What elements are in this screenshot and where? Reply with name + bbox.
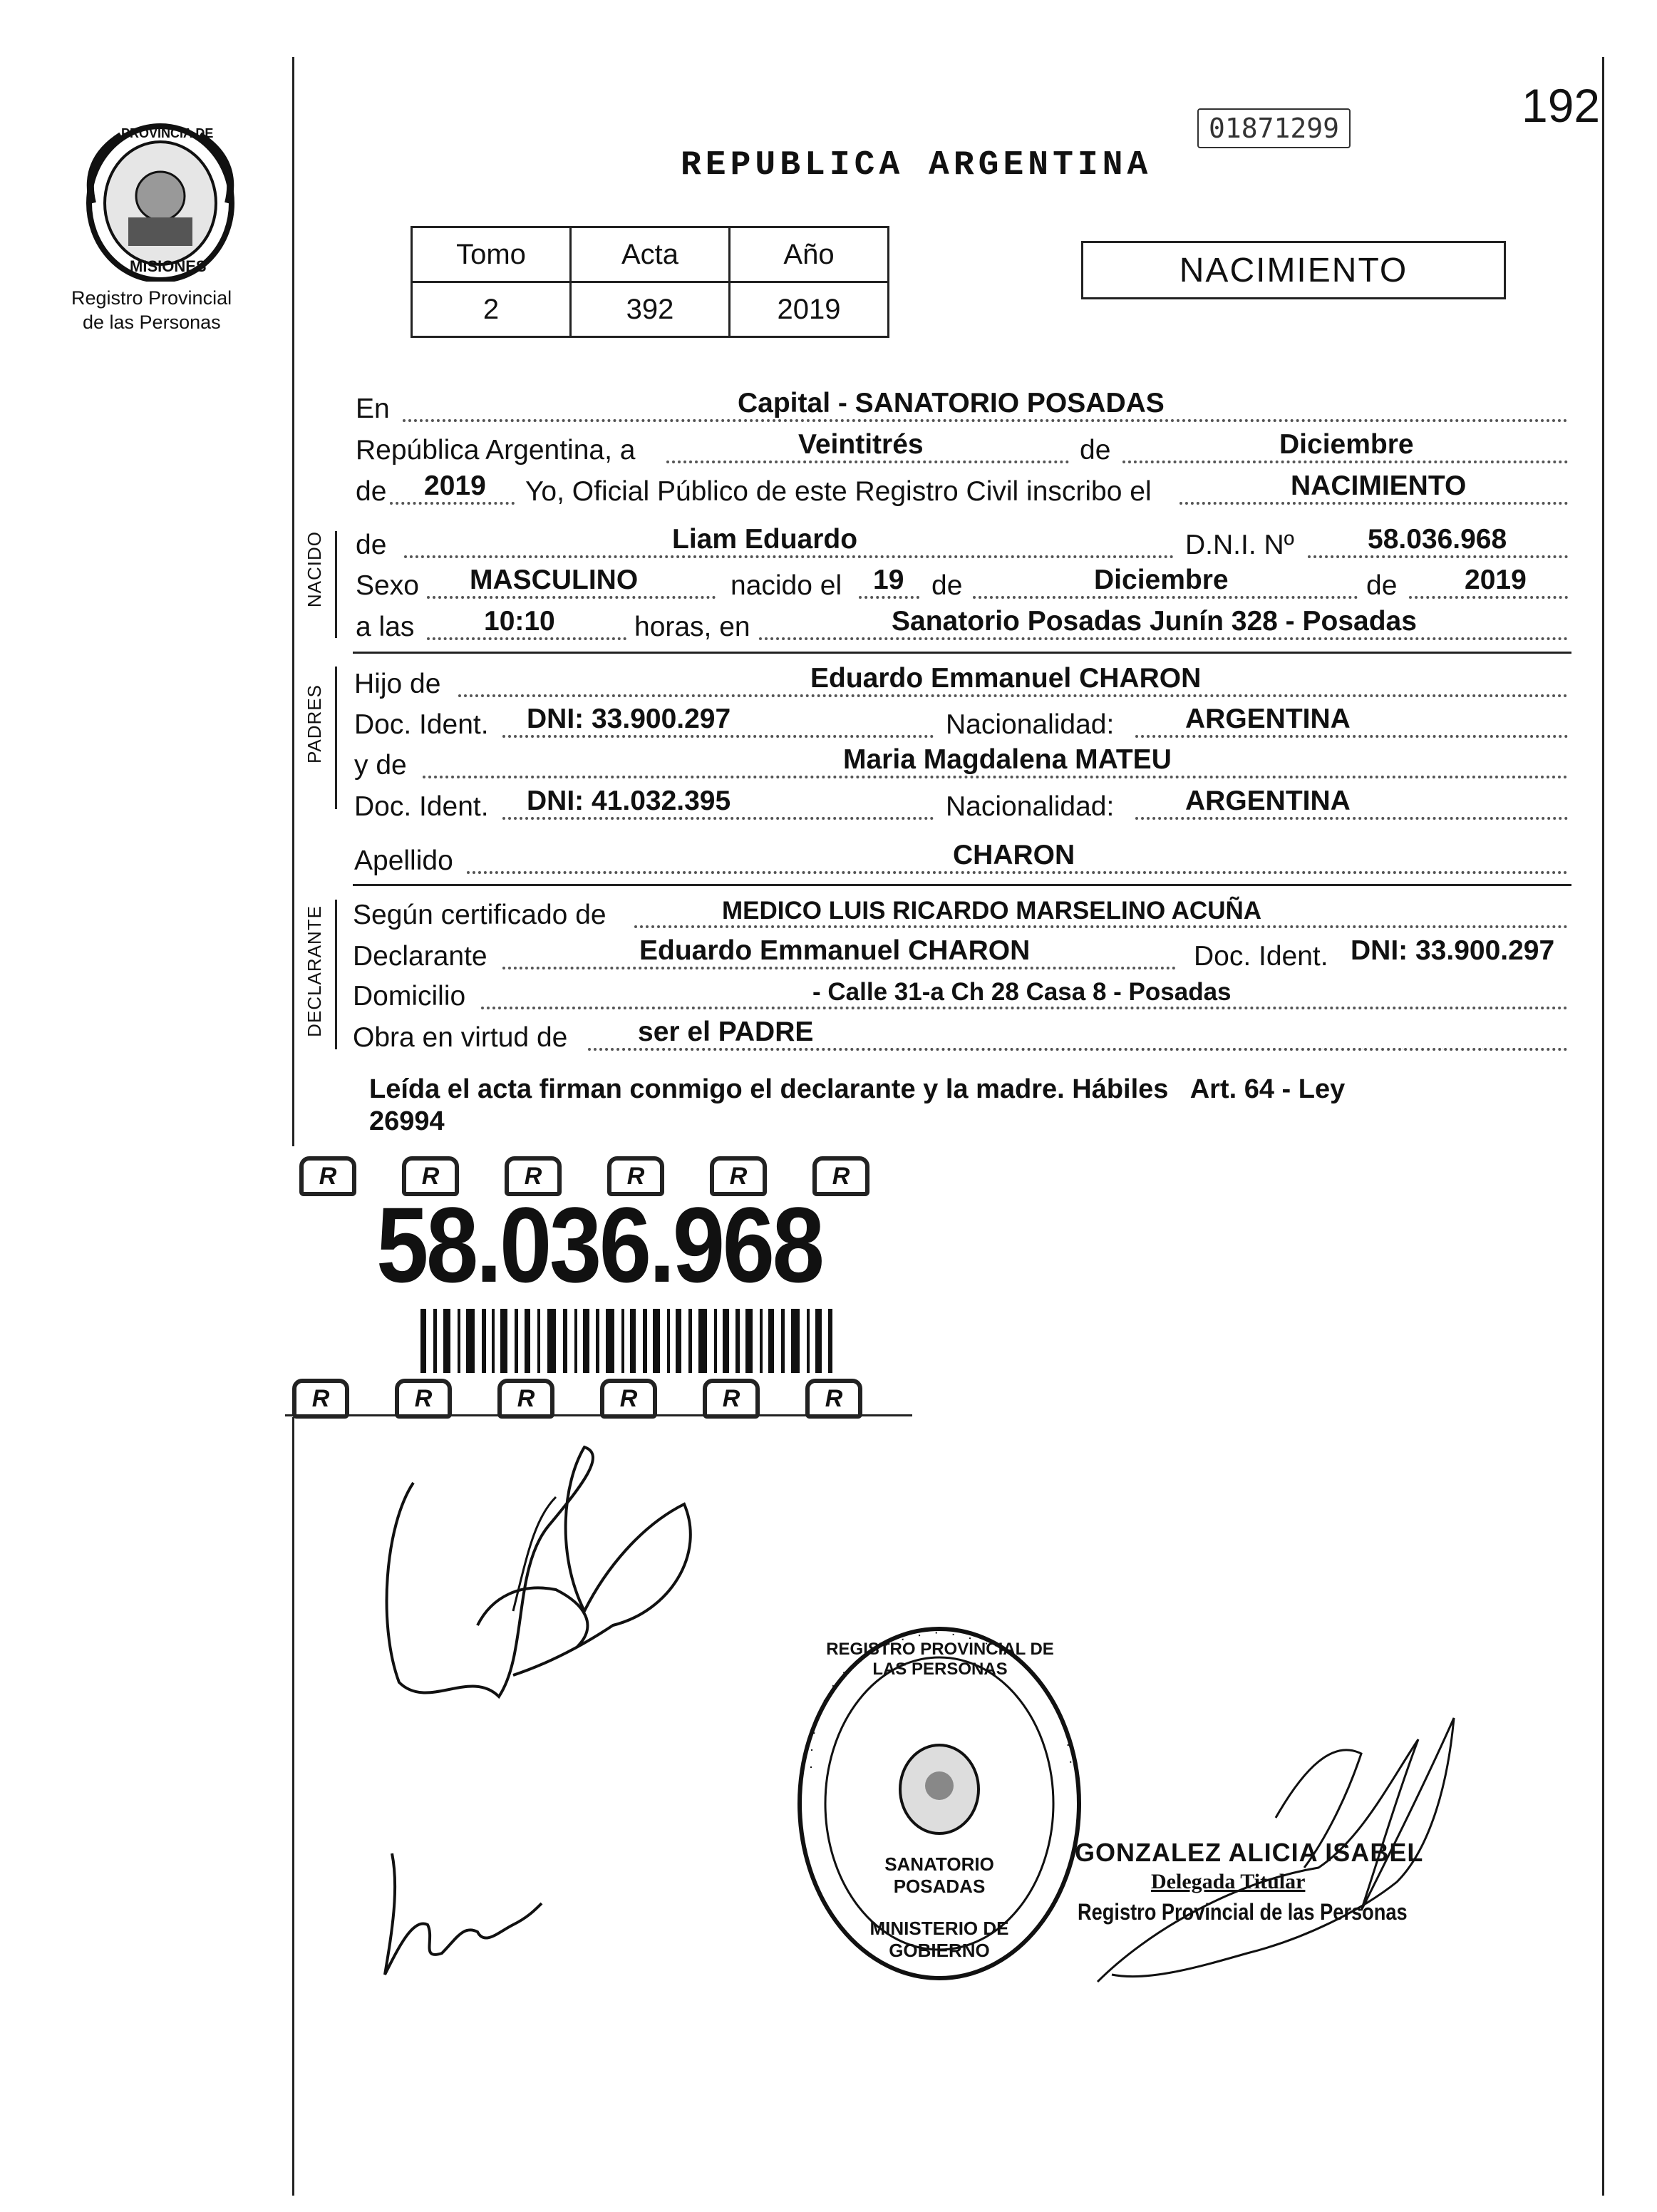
sexo-value: MASCULINO — [470, 565, 639, 595]
table-header: Año — [730, 227, 889, 282]
sexo-label: Sexo — [356, 570, 419, 601]
r-mark: R — [710, 1156, 767, 1196]
table-header: Tomo — [412, 227, 571, 282]
r-mark: R — [292, 1379, 349, 1419]
padres-bracket — [335, 667, 337, 809]
yde-label: y de — [354, 750, 407, 781]
left-margin-line — [292, 57, 294, 2196]
barcode-label — [285, 1146, 912, 1417]
apellido-value: CHARON — [953, 840, 1075, 870]
mother-name: Maria Magdalena MATEU — [843, 744, 1172, 775]
r-mark: R — [395, 1379, 452, 1419]
horas-label: horas, en — [634, 612, 750, 642]
r-mark-row-bottom — [292, 1379, 908, 1419]
row-en — [353, 386, 1568, 426]
year-de-label: de — [356, 476, 387, 507]
official-role: Delegada Titular — [1151, 1870, 1306, 1893]
rep-label: República Argentina, a — [356, 435, 636, 465]
stamp-outer-text: REGISTRO PROVINCIAL DE LAS PERSONAS — [826, 1640, 1054, 1679]
section-divider — [353, 652, 1571, 654]
row-certificado — [353, 892, 1568, 932]
year-value: 2019 — [424, 470, 486, 501]
father-nat: ARGENTINA — [1185, 704, 1351, 734]
declarante-label: Declarante — [353, 941, 487, 972]
certificado-value: MEDICO LUIS RICARDO MARSELINO ACUÑA — [722, 897, 1262, 925]
birth-month: Diciembre — [1094, 565, 1229, 595]
nacionalidad-label: Nacionalidad: — [946, 709, 1115, 740]
yo-text: Yo, Oficial Público de este Registro Civil inscribo el — [525, 476, 1152, 507]
declarante-doc: DNI: 33.900.297 — [1351, 935, 1555, 966]
logo-caption-2: de las Personas — [83, 312, 221, 333]
alas-label: a las — [356, 612, 415, 642]
table-cell: 392 — [571, 282, 730, 337]
declarante-bracket — [335, 900, 337, 1049]
birth-time: 10:10 — [484, 606, 555, 637]
note-line-2: 26994 — [369, 1106, 445, 1136]
row-mother-doc — [353, 784, 1568, 824]
de-label: de — [1080, 435, 1111, 465]
mother-nat: ARGENTINA — [1185, 786, 1351, 816]
page-title: REPUBLICA ARGENTINA — [681, 146, 1152, 185]
obra-value: ser el PADRE — [638, 1017, 814, 1047]
r-mark: R — [299, 1156, 356, 1196]
declarant-signature — [371, 1440, 713, 1729]
page-number: 192 — [1522, 79, 1601, 132]
r-mark: R — [505, 1156, 562, 1196]
nacido-label: nacido el — [731, 570, 842, 601]
note-line-1: Leída el acta firman conmigo el declarante y la madre. Hábiles Art. 64 - Ley — [369, 1074, 1346, 1104]
domicilio-label: Domicilio — [353, 981, 466, 1012]
child-dni: 58.036.968 — [1368, 524, 1507, 555]
docident-label: Doc. Ident. — [1194, 941, 1328, 972]
r-mark: R — [600, 1379, 657, 1419]
place-value: Capital - SANATORIO POSADAS — [738, 388, 1165, 418]
logo-caption-1: Registro Provincial — [71, 287, 232, 309]
nacido-bracket — [335, 531, 337, 638]
r-mark: R — [402, 1156, 459, 1196]
right-margin-line — [1602, 57, 1604, 2196]
row-mother — [353, 743, 1568, 783]
signature-icon — [371, 1440, 713, 1725]
father-doc: DNI: 33.900.297 — [527, 704, 731, 734]
row-hijo — [353, 662, 1568, 701]
tomo-acta-anio-table — [411, 226, 889, 338]
logo-bottom-text: MISIONES — [130, 257, 207, 275]
en-label: En — [356, 393, 390, 424]
table-cell: 2 — [412, 282, 571, 337]
birth-de1: de — [931, 570, 963, 601]
r-mark: R — [607, 1156, 664, 1196]
birth-place: Sanatorio Posadas Junín 328 - Posadas — [892, 606, 1417, 637]
day-words: Veintitrés — [798, 429, 924, 460]
logo-top-text: PROVINCIA DE — [121, 126, 214, 140]
serial-number: 01871299 — [1197, 108, 1351, 148]
birth-de2: de — [1366, 570, 1398, 601]
child-name: Liam Eduardo — [672, 524, 858, 555]
r-mark: R — [805, 1379, 862, 1419]
mother-signature — [371, 1846, 556, 1992]
table-header: Acta — [571, 227, 730, 282]
signature-icon — [371, 1846, 556, 1989]
stamp-inner-bottom: MINISTERIO DE GOBIERNO — [869, 1918, 1009, 1961]
apellido-label: Apellido — [354, 845, 453, 876]
r-mark: R — [703, 1379, 760, 1419]
dni-label: D.N.I. Nº — [1185, 530, 1294, 560]
row-name — [353, 523, 1568, 562]
row-declarante — [353, 934, 1568, 974]
row-date — [353, 428, 1568, 468]
birth-day: 19 — [873, 565, 904, 595]
barcode-bars — [420, 1309, 848, 1377]
province-logo — [78, 118, 242, 282]
official-office: Registro Provincial de las Personas — [1078, 1899, 1408, 1925]
father-name: Eduardo Emmanuel CHARON — [810, 663, 1202, 694]
row-sexo — [353, 563, 1568, 603]
segun-label: Según certificado de — [353, 900, 606, 930]
name-de-label: de — [356, 530, 387, 560]
r-mark: R — [497, 1379, 554, 1419]
side-label-padres: PADRES — [304, 684, 325, 763]
docident-label: Doc. Ident. — [354, 709, 489, 740]
official-stamp — [790, 1618, 1089, 1989]
row-year — [353, 469, 1568, 509]
docident-label: Doc. Ident. — [354, 791, 489, 822]
month-value: Diciembre — [1279, 429, 1414, 460]
barcode-icon — [420, 1309, 848, 1373]
r-mark: R — [812, 1156, 869, 1196]
birth-year: 2019 — [1465, 565, 1527, 595]
obra-label: Obra en virtud de — [353, 1022, 568, 1053]
row-apellido — [353, 838, 1568, 878]
declarante-value: Eduardo Emmanuel CHARON — [639, 935, 1031, 966]
row-hora — [353, 605, 1568, 644]
hijo-label: Hijo de — [354, 669, 441, 699]
side-label-declarante: DECLARANTE — [304, 905, 325, 1037]
barcode-number: 58.036.968 — [376, 1185, 822, 1305]
section-divider — [353, 884, 1571, 886]
row-domicilio — [353, 974, 1568, 1014]
domicilio-value: - Calle 31-a Ch 28 Casa 8 - Posadas — [812, 978, 1232, 1006]
nacionalidad-label: Nacionalidad: — [946, 791, 1115, 822]
table-cell: 2019 — [730, 282, 889, 337]
stamp-inner-top: SANATORIO POSADAS — [884, 1853, 994, 1897]
mother-doc: DNI: 41.032.395 — [527, 786, 731, 816]
row-obra — [353, 1015, 1568, 1055]
row-father-doc — [353, 702, 1568, 742]
side-label-nacido: NACIDO — [304, 531, 325, 608]
document-type-box: NACIMIENTO — [1081, 241, 1506, 299]
official-name: GONZALEZ ALICIA ISABEL — [1075, 1838, 1424, 1867]
event-value: NACIMIENTO — [1291, 470, 1467, 501]
